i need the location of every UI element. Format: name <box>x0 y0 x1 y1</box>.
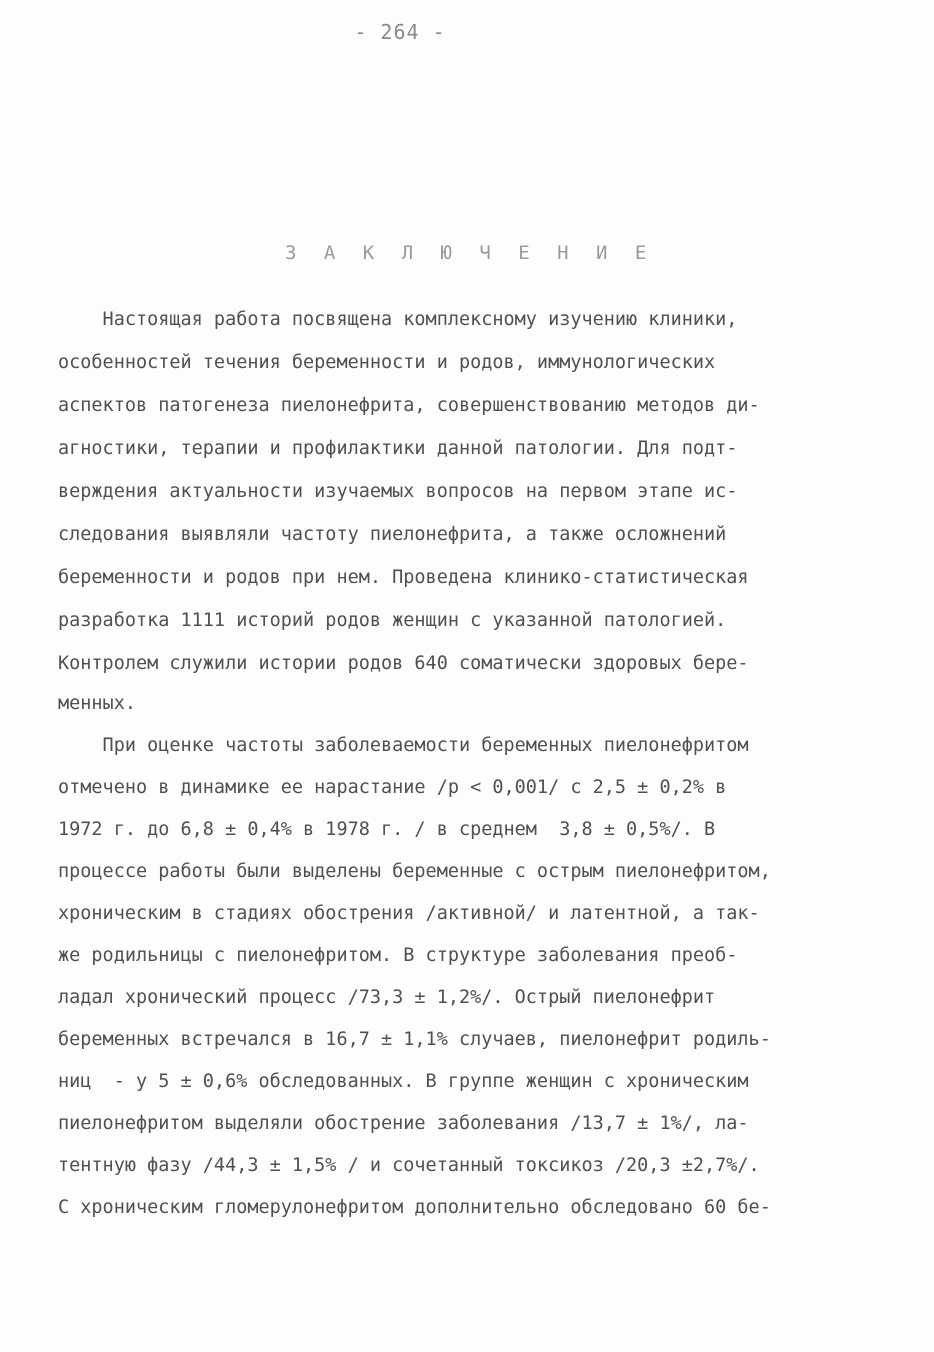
text-line: беременности и родов при нем. Проведена клинико-статистическая <box>58 567 749 588</box>
text-line: беременных встречался в 16,7 ± 1,1% случаев, пиелонефрит родиль- <box>58 1029 771 1050</box>
text-line: следования выявляли частоту пиелонефрита, а также осложнений <box>58 524 727 545</box>
text-line: Настоящая работа посвящена комплексному изучению клиники, <box>58 309 738 330</box>
text-line: хроническим в стадиях обострения /активной/ и латентной, а так- <box>58 903 760 924</box>
text-line: 1972 г. до 6,8 ± 0,4% в 1978 г. / в среднем 3,8 ± 0,5%/. В <box>58 819 716 840</box>
text-line: агностики, терапии и профилактики данной патологии. Для подт- <box>58 438 738 459</box>
text-line: отмечено в динамике ее нарастание /р < 0,001/ с 2,5 ± 0,2% в <box>58 777 727 798</box>
page-number: - 264 - <box>354 20 446 44</box>
text-line: ладал хронический процесс /73,3 ± 1,2%/. Острый пиелонефрит <box>58 987 716 1008</box>
text-line: аспектов патогенеза пиелонефрита, совершенствованию методов ди- <box>58 395 760 416</box>
text-line: пиелонефритом выделяли обострение заболевания /13,7 ± 1%/, ла- <box>58 1113 749 1134</box>
text-line: тентную фазу /44,3 ± 1,5% / и сочетанный токсикоз /20,3 ±2,7%/. <box>58 1155 760 1176</box>
text-line: С хроническим гломерулонефритом дополнительно обследовано 60 бе- <box>58 1197 771 1218</box>
section-title: З А К Л Ю Ч Е Н И Е <box>285 242 655 264</box>
text-line: разработка 1111 историй родов женщин с указанной патологией. <box>58 610 727 631</box>
text-line: же родильницы с пиелонефритом. В структуре заболевания преоб- <box>58 945 738 966</box>
text-line: верждения актуальности изучаемых вопросов на первом этапе ис- <box>58 481 738 502</box>
text-line: При оценке частоты заболеваемости беременных пиелонефритом <box>58 735 749 756</box>
text-line: ниц - у 5 ± 0,6% обследованных. В группе женщин с хроническим <box>58 1071 749 1092</box>
text-line: особенностей течения беременности и родов, иммунологических <box>58 352 716 373</box>
text-line: Контролем служили истории родов 640 соматически здоровых бере- <box>58 653 749 674</box>
text-line: процессе работы были выделены беременные с острым пиелонефритом, <box>58 861 771 882</box>
text-line: менных. <box>58 693 136 714</box>
